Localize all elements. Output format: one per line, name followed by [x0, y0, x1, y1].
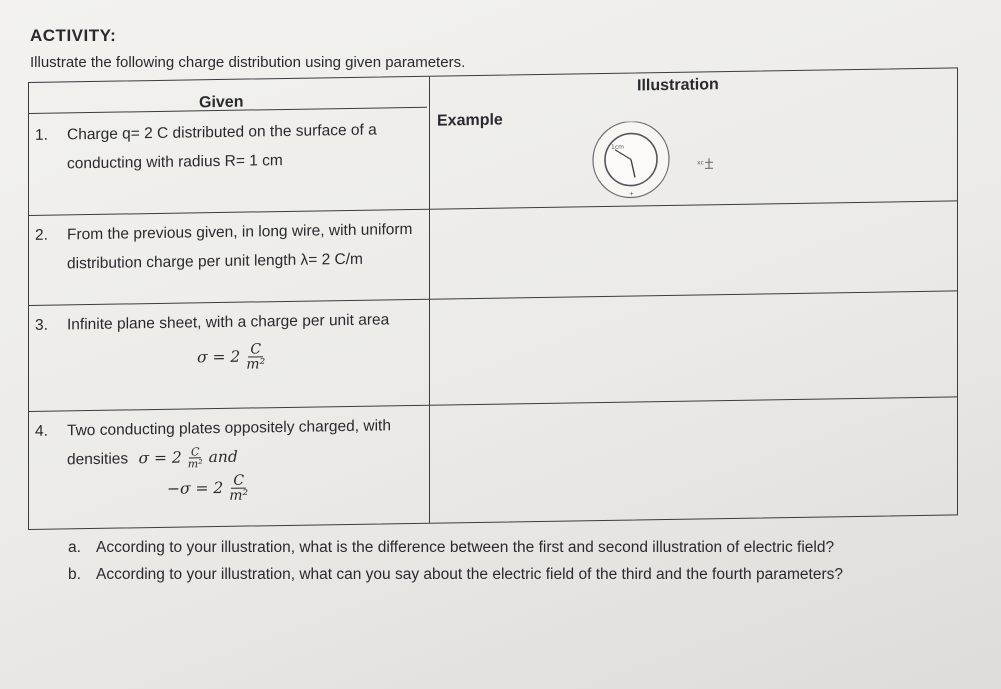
- fraction-numerator: C: [250, 341, 262, 358]
- row-text: Charge q= 2 C distributed on the surface of a conducting with radius R= 1 cm: [67, 121, 377, 173]
- charge-label: +: [629, 190, 635, 198]
- row-number: 3.: [35, 316, 48, 334]
- fraction-numerator: C: [233, 472, 245, 489]
- fraction-denominator: m²: [229, 487, 249, 504]
- activity-table: [28, 67, 958, 530]
- row-text: From the previous given, in long wire, with uniform distribution charge per unit length λ= 2 C/m: [67, 220, 413, 273]
- row-text: Two conducting plates oppositely charged, with densities: [67, 417, 391, 469]
- example-label: Example: [437, 111, 503, 130]
- row-number: 4.: [35, 422, 48, 440]
- table-row-4: [35, 411, 422, 506]
- row-line-2: [29, 290, 957, 306]
- row-number: 2.: [35, 226, 48, 244]
- fraction-denominator: m²: [246, 356, 266, 373]
- unit-fraction: [229, 474, 248, 503]
- table-row-1: [35, 115, 422, 179]
- equation-lhs: −σ = 2: [167, 478, 224, 498]
- row-line-1: [29, 200, 957, 216]
- row-text: Infinite plane sheet, with a charge per unit area: [67, 311, 390, 334]
- equation-connector: and: [208, 447, 238, 467]
- fraction-numerator: C: [191, 445, 200, 459]
- activity-heading: ACTIVITY:: [30, 26, 117, 45]
- questions: [68, 534, 968, 588]
- question-b: [68, 561, 968, 588]
- equation-lhs: σ = 2: [197, 347, 241, 367]
- fraction-denominator: m²: [187, 457, 203, 471]
- sigma-equation-positive: [139, 443, 238, 474]
- equation-lhs: σ = 2: [138, 448, 182, 468]
- question-letter: b.: [68, 566, 81, 583]
- question-letter: a.: [68, 539, 81, 556]
- row-line-3: [29, 396, 957, 412]
- row-number: 1.: [35, 126, 48, 144]
- sigma-equation: [197, 340, 422, 373]
- side-label: xc: [697, 159, 704, 167]
- radius-label: 1cm: [611, 143, 624, 151]
- question-text: According to your illustration, what can you say about the electric field of the third and the fourth parameters?: [96, 566, 843, 583]
- table-row-3: [35, 305, 422, 375]
- unit-fraction: [246, 342, 265, 371]
- question-text: According to your illustration, what is the difference between the first and second illustration of electric field?: [96, 539, 835, 556]
- header-illustration: Illustration: [637, 76, 719, 95]
- charged-sphere-sketch: [589, 120, 739, 202]
- question-a: [68, 534, 968, 561]
- activity-instruction: Illustrate the following charge distribution using given parameters.: [30, 54, 466, 71]
- unit-fraction: [188, 446, 203, 469]
- sigma-equation-negative: [167, 471, 422, 504]
- table-row-2: [35, 215, 422, 279]
- header-given: Given: [199, 93, 244, 112]
